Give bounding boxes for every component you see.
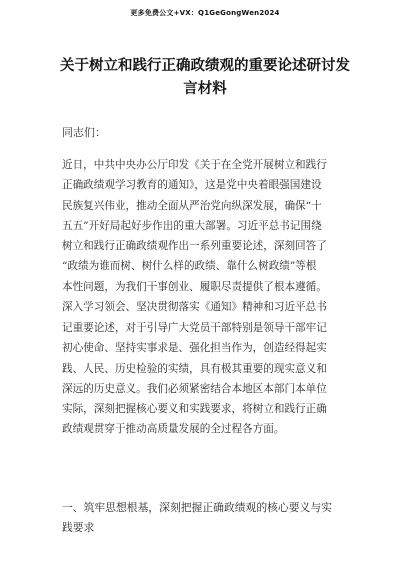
title-line: 言材料 xyxy=(183,80,227,97)
paragraph-line: 近日，中共中央办公厅印发《关于在全党开展树立和践行 xyxy=(62,159,327,171)
paragraph-line: 本性问题，为我们干事创业、履职尽责提供了根本遵循。 xyxy=(62,280,327,293)
header-note: 更多免费公文+VX：Q1GeGongWen2024 xyxy=(130,9,280,17)
section-heading-1 xyxy=(62,498,352,539)
paragraph-line: 深远的历史意义。我们必须紧密结合本地区本部门本单位 xyxy=(62,382,327,395)
paragraph-line: 五五”开好局起好步作出的重大部署。习近平总书记围绕 xyxy=(62,219,322,232)
paragraph-1 xyxy=(62,155,348,317)
title-line: 关于树立和践行正确政绩观的重要论述研讨发 xyxy=(60,57,350,74)
paragraph-line: 践、人民、历史检验的实绩，具有极其重要的现实意义和 xyxy=(62,362,327,375)
heading-line: 一、筑牢思想根基，深刻把握正确政绩观的核心要义与实 xyxy=(62,501,332,514)
paragraph-line: 正确政绩观学习教育的通知》，这是党中央着眼强国建设 xyxy=(62,179,322,192)
heading-line: 践要求 xyxy=(62,521,95,535)
paragraph-line: 实际，深刻把握核心要义和实践要求，将树立和践行正确 xyxy=(62,403,327,416)
document-title xyxy=(52,54,358,100)
salutation: 同志们： xyxy=(62,126,106,139)
paragraph-line: 初心使命、坚持实事求是、强化担当作为，创造经得起实 xyxy=(62,342,327,355)
paragraph-line: 树立和践行正确政绩观作出一系列重要论述，深刻回答了 xyxy=(62,240,327,253)
paragraph-line: 记重要论述，对于引导广大党员干部特别是领导干部牢记 xyxy=(62,322,327,334)
paragraph-line: 政绩观贯穿于推动高质量发展的全过程各方面。 xyxy=(62,423,285,436)
paragraph-line: “政绩为谁而树、树什么样的政绩、靠什么树政绩”等根 xyxy=(62,260,317,273)
paragraph-2 xyxy=(62,318,348,440)
paragraph-line: 民族复兴伟业，推动全面从严治党向纵深发展，确保“十 xyxy=(62,199,322,212)
paragraph-line: 深入学习领会、坚决贯彻落实《通知》精神和习近平总书 xyxy=(62,301,327,314)
